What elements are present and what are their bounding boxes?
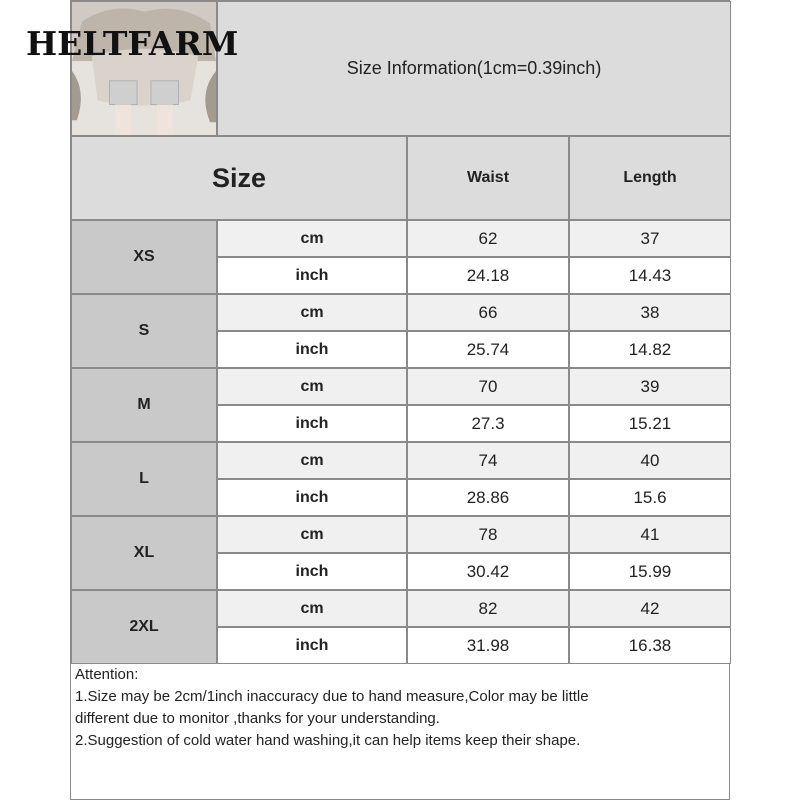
length-inch-m: 15.21 xyxy=(569,405,731,442)
size-label-m: M xyxy=(71,368,217,442)
waist-cm-s: 66 xyxy=(407,294,569,331)
size-information-title: Size Information(1cm=0.39inch) xyxy=(217,1,731,136)
length-inch-2xl: 16.38 xyxy=(569,627,731,664)
size-label-l: L xyxy=(71,442,217,516)
waist-inch-l: 28.86 xyxy=(407,479,569,516)
unit-inch: inch xyxy=(217,331,407,368)
length-cm-s: 38 xyxy=(569,294,731,331)
size-label-s: S xyxy=(71,294,217,368)
unit-inch: inch xyxy=(217,553,407,590)
length-cm-xl: 41 xyxy=(569,516,731,553)
note-line: 1.Size may be 2cm/1inch inaccuracy due to hand measure,Color may be little xyxy=(75,688,589,705)
note-line: different due to monitor ,thanks for your understanding. xyxy=(75,710,440,727)
waist-inch-xs: 24.18 xyxy=(407,257,569,294)
product-photo xyxy=(71,1,217,136)
size-label-2xl: 2XL xyxy=(71,590,217,664)
unit-cm: cm xyxy=(217,516,407,553)
length-inch-s: 14.82 xyxy=(569,331,731,368)
unit-cm: cm xyxy=(217,590,407,627)
unit-cm: cm xyxy=(217,220,407,257)
waist-inch-xl: 30.42 xyxy=(407,553,569,590)
waist-cm-m: 70 xyxy=(407,368,569,405)
length-cm-l: 40 xyxy=(569,442,731,479)
waist-inch-m: 27.3 xyxy=(407,405,569,442)
waist-cm-2xl: 82 xyxy=(407,590,569,627)
unit-inch: inch xyxy=(217,479,407,516)
waist-cm-xl: 78 xyxy=(407,516,569,553)
length-cm-2xl: 42 xyxy=(569,590,731,627)
header-size: Size xyxy=(71,136,407,220)
unit-inch: inch xyxy=(217,405,407,442)
product-photo-image xyxy=(72,1,216,136)
length-inch-xs: 14.43 xyxy=(569,257,731,294)
header-length: Length xyxy=(569,136,731,220)
unit-inch: inch xyxy=(217,257,407,294)
waist-inch-2xl: 31.98 xyxy=(407,627,569,664)
size-label-xl: XL xyxy=(71,516,217,590)
brand-logo: HELTFARM xyxy=(26,24,239,63)
unit-cm: cm xyxy=(217,368,407,405)
unit-inch: inch xyxy=(217,627,407,664)
waist-cm-l: 74 xyxy=(407,442,569,479)
length-inch-xl: 15.99 xyxy=(569,553,731,590)
waist-inch-s: 25.74 xyxy=(407,331,569,368)
note-line: 2.Suggestion of cold water hand washing,it can help items keep their shape. xyxy=(75,732,581,749)
length-inch-l: 15.6 xyxy=(569,479,731,516)
unit-cm: cm xyxy=(217,442,407,479)
length-cm-xs: 37 xyxy=(569,220,731,257)
header-waist: Waist xyxy=(407,136,569,220)
waist-cm-xs: 62 xyxy=(407,220,569,257)
size-label-xs: XS xyxy=(71,220,217,294)
notes-heading: Attention: xyxy=(75,666,139,683)
unit-cm: cm xyxy=(217,294,407,331)
size-chart xyxy=(70,0,730,800)
length-cm-m: 39 xyxy=(569,368,731,405)
attention-notes xyxy=(71,662,731,800)
